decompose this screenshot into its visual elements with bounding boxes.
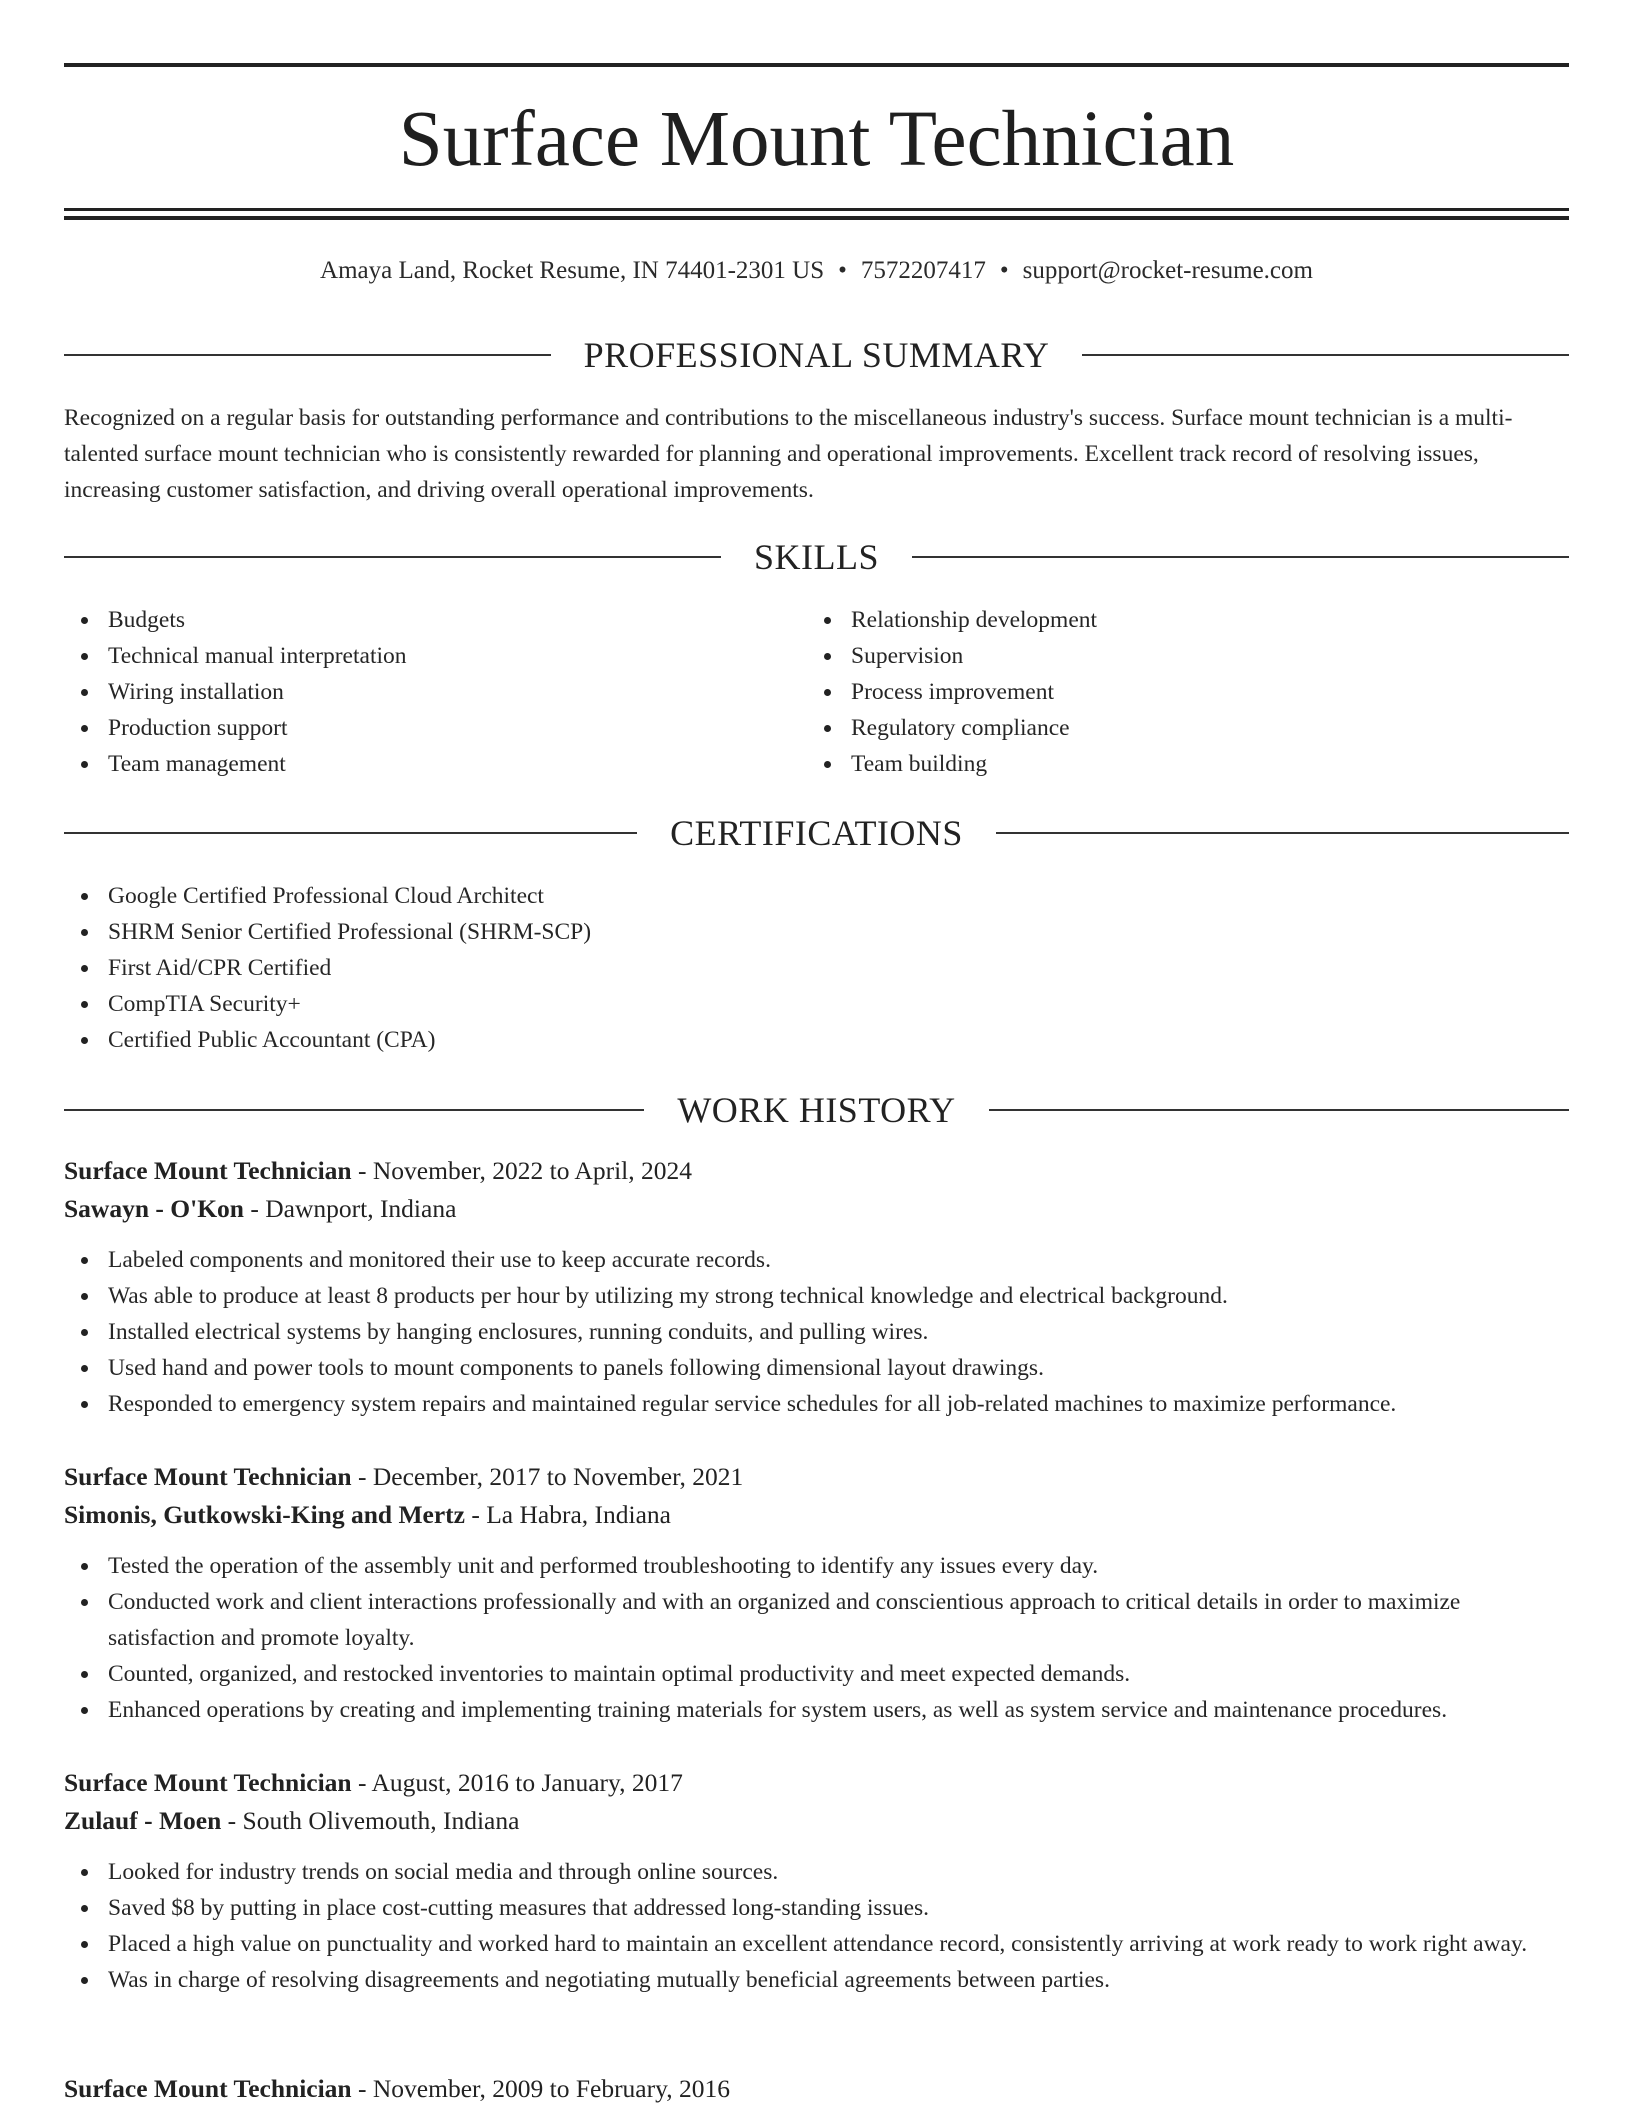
job-location: La Habra, Indiana (486, 1500, 671, 1529)
job-dash: - (243, 1194, 266, 1223)
header-top-rule (64, 63, 1569, 67)
skill-item: Wiring installation (64, 674, 804, 710)
job-location: Dawnport, Indiana (265, 1194, 457, 1223)
job-title-line (64, 1152, 1569, 1190)
summary-text: Recognized on a regular basis for outstanding performance and contributions to the miscellaneous industry's success. Surface mount technician is a multi-talented surface mount technician who is consistently rewarded for planning and operational improvements. Excellent track record of resolving issues, increasing customer satisfaction, and driving overall operational improvements. (64, 405, 1513, 503)
section-rule-right (996, 832, 1569, 834)
job-bullet: Was able to produce at least 8 products per hour by utilizing my strong technical knowledge and electrical background. (64, 1278, 1569, 1314)
skill-item: Relationship development (807, 602, 1567, 638)
job-dash: - (351, 1768, 372, 1797)
section-heading-skills (64, 533, 1569, 581)
job-dash: - (464, 1500, 487, 1529)
job-bullet: Was in charge of resolving disagreements and negotiating mutually beneficial agreements between parties. (64, 1962, 1569, 1998)
job-title-line (64, 1458, 1569, 1496)
skill-item: Team building (807, 746, 1567, 782)
section-rule-left (64, 556, 721, 558)
job-dash: - (221, 1806, 243, 1835)
job-company-line (64, 1802, 1569, 1840)
contact-address: Amaya Land, Rocket Resume, IN 74401-2301 US (320, 257, 825, 284)
job-bullet: Installed electrical systems by hanging enclosures, running conduits, and pulling wires. (64, 1314, 1569, 1350)
job-bullet-list (64, 1854, 1569, 1998)
job-company: Sawayn - O'Kon (64, 1194, 244, 1223)
job-bullet: Responded to emergency system repairs and maintained regular service schedules for all job-related machines to maximize performance. (64, 1386, 1569, 1422)
contact-separator: • (838, 257, 847, 284)
job-dates: August, 2016 to January, 2017 (371, 1768, 683, 1797)
skill-item: Production support (64, 710, 804, 746)
header-bottom-rule-second (64, 216, 1569, 220)
skill-item: Team management (64, 746, 804, 782)
job-dash: - (351, 1156, 373, 1185)
job-dates: November, 2022 to April, 2024 (372, 1156, 692, 1185)
job-bullet: Labeled components and monitored their use to keep accurate records. (64, 1242, 1569, 1278)
skill-item: Budgets (64, 602, 804, 638)
job-company-line (64, 1190, 1569, 1228)
contact-phone: 7572207417 (860, 257, 986, 284)
skills-list-right (807, 602, 1567, 782)
certification-item: First Aid/CPR Certified (64, 950, 1569, 986)
job-company-line (64, 1496, 1569, 1534)
skills-list-left (64, 602, 804, 782)
job-bullet: Enhanced operations by creating and implementing training materials for system users, as well as system service and maintenance procedures. (64, 1692, 1569, 1728)
section-rule-right (1082, 354, 1569, 356)
job-dates: December, 2017 to November, 2021 (372, 1462, 744, 1491)
header-bottom-rule (64, 208, 1569, 211)
skill-item: Supervision (807, 638, 1567, 674)
section-heading-certifications (64, 809, 1569, 857)
contact-line (64, 254, 1569, 288)
certifications-list (64, 878, 1569, 1058)
section-rule-left (64, 832, 637, 834)
job-title: Surface Mount Technician (64, 1768, 352, 1797)
job-title: Surface Mount Technician (64, 1156, 352, 1185)
contact-email: support@rocket-resume.com (1022, 257, 1313, 284)
job-dash: - (351, 1462, 373, 1491)
job-bullet-list (64, 1242, 1569, 1422)
job-dates: November, 2009 to February, 2016 (372, 2074, 730, 2103)
section-rule-right (989, 1109, 1569, 1111)
job-bullet: Placed a high value on punctuality and worked hard to maintain an excellent attendance record, consistently arriving at work ready to work right away. (64, 1926, 1569, 1962)
section-rule-left (64, 1109, 644, 1111)
job-bullet: Looked for industry trends on social media and through online sources. (64, 1854, 1569, 1890)
job-title: Surface Mount Technician (64, 2074, 352, 2103)
job-title-line (64, 2070, 1569, 2108)
job-location: South Olivemouth, Indiana (242, 1806, 520, 1835)
section-rule-right (912, 556, 1569, 558)
job-bullet-list (64, 1548, 1569, 1728)
skill-item: Technical manual interpretation (64, 638, 804, 674)
section-rule-left (64, 354, 551, 356)
job-bullet: Tested the operation of the assembly unit and performed troubleshooting to identify any issues every day. (64, 1548, 1569, 1584)
certification-item: Certified Public Accountant (CPA) (64, 1022, 1569, 1058)
resume-name-title: Surface Mount Technician (398, 96, 1235, 183)
skill-item: Process improvement (807, 674, 1567, 710)
job-title-line (64, 1764, 1569, 1802)
section-title: SKILLS (754, 537, 880, 577)
job-bullet: Conducted work and client interactions professionally and with an organized and conscientious approach to critical details in order to maximize satisfaction and promote loyalty. (64, 1584, 1569, 1656)
certification-item: SHRM Senior Certified Professional (SHRM-SCP) (64, 914, 1569, 950)
certification-item: Google Certified Professional Cloud Architect (64, 878, 1569, 914)
section-title: PROFESSIONAL SUMMARY (583, 335, 1050, 375)
job-company: Zulauf - Moen (64, 1806, 222, 1835)
job-dash: - (351, 2074, 373, 2103)
section-heading-work-history (64, 1086, 1569, 1134)
section-title: WORK HISTORY (677, 1090, 956, 1130)
job-bullet: Used hand and power tools to mount components to panels following dimensional layout drawings. (64, 1350, 1569, 1386)
section-title: CERTIFICATIONS (670, 813, 963, 853)
job-bullet: Counted, organized, and restocked inventories to maintain optimal productivity and meet expected demands. (64, 1656, 1569, 1692)
certification-item: CompTIA Security+ (64, 986, 1569, 1022)
contact-separator: • (999, 257, 1009, 284)
skill-item: Regulatory compliance (807, 710, 1567, 746)
section-heading-summary (64, 331, 1569, 379)
job-bullet: Saved $8 by putting in place cost-cutting measures that addressed long-standing issues. (64, 1890, 1569, 1926)
job-company: Simonis, Gutkowski-King and Mertz (64, 1500, 465, 1529)
job-title: Surface Mount Technician (64, 1462, 352, 1491)
